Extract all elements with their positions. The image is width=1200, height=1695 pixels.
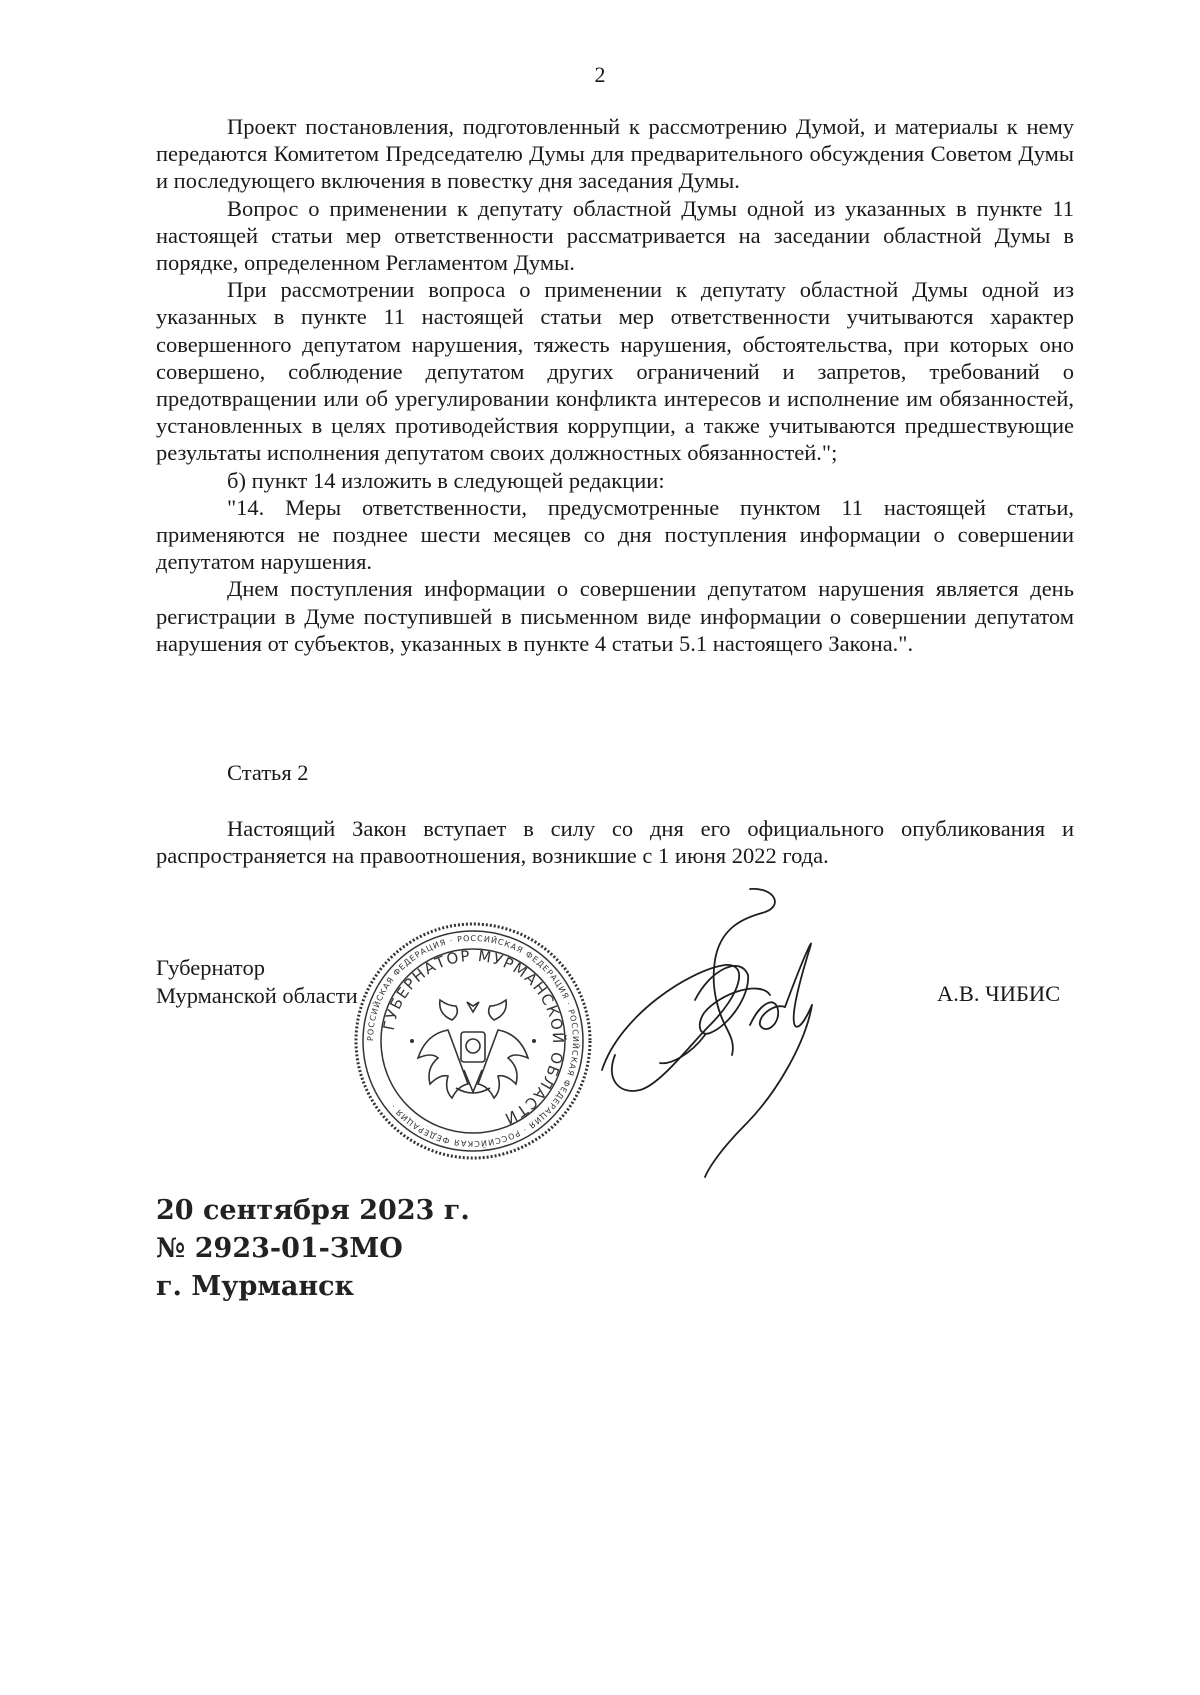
paragraph: б) пункт 14 изложить в следующей редакции: bbox=[227, 467, 665, 493]
paragraph: Вопрос о применении к депутату областной Думы одной из указанных в пункте 11 настоящей статьи мер ответственности рассматривается на заседании областной Думы в порядке, определенном Регламентом Думы. bbox=[156, 195, 1074, 276]
official-seal-icon bbox=[352, 920, 594, 1162]
signer-title-line1: Губернатор bbox=[156, 955, 265, 980]
svg-text:РОССИЙСКАЯ ФЕДЕРАЦИЯ · РОССИЙС: РОССИЙСКАЯ ФЕДЕРАЦИЯ · РОССИЙСКАЯ ФЕДЕРАЦИЯ · РОССИЙСКАЯ ФЕДЕРАЦИЯ · РОССИЙСКАЯ ФЕДЕРАЦИЯ · bbox=[365, 933, 581, 1149]
article-heading: Статья 2 bbox=[227, 760, 309, 785]
signer-title bbox=[156, 954, 358, 1010]
paragraph: Проект постановления, подготовленный к рассмотрению Думой, и материалы к нему передаются Комитетом Председателю Думы для предварительного обсуждения Советом Думы и последующего включения в повестку дня заседания Думы. bbox=[156, 114, 1074, 194]
paragraph: "14. Меры ответственности, предусмотренные пунктом 11 настоящей статьи, применяются не позднее шести месяцев со дня поступления информации о совершении депутатом нарушения. bbox=[156, 494, 1074, 575]
paragraph: При рассмотрении вопроса о применении к депутату областной Думы одной из указанных в пункте 11 настоящей статьи мер ответственности учитываются характер совершенного депутатом нарушения, тяжесть нарушения, обстоятельства, при которых оно совершено, соблюдение депутатом других ограничений и запретов, требований о предотвращении или об урегулировании конфликта интересов и исполнение им обязанностей, установленных в целях противодействия коррупции, а также учитываются предшествующие результаты исполнения депутатом своих должностных обязанностей."; bbox=[156, 277, 1074, 466]
signer-title-line2: Мурманской области bbox=[156, 983, 358, 1008]
paragraph: Днем поступления информации о совершении депутатом нарушения является день регистрации в Думе поступившей в письменном виде информации о совершении депутатом нарушения от субъектов, указанных в пункте 4 статьи 5.1 настоящего Закона.". bbox=[156, 576, 1074, 656]
signing-city: г. Мурманск bbox=[156, 1271, 355, 1302]
signing-date: 20 сентября 2023 г. bbox=[156, 1195, 470, 1226]
date-block bbox=[156, 1192, 470, 1306]
page-number: 2 bbox=[594, 62, 606, 87]
signer-name: А.В. ЧИБИС bbox=[937, 981, 1061, 1006]
document-body bbox=[156, 113, 1074, 657]
final-paragraph: Настоящий Закон вступает в силу со дня его официального опубликования и распространяется на правоотношения, возникшие с 1 июня 2022 года. bbox=[156, 816, 1074, 869]
svg-text:ГУБЕРНАТОР МУРМАНСКОЙ ОБЛАСТИ: ГУБЕРНАТОР МУРМАНСКОЙ ОБЛАСТИ bbox=[379, 946, 568, 1129]
law-number: № 2923-01-ЗМО bbox=[156, 1233, 403, 1264]
signature-icon bbox=[600, 885, 850, 1180]
